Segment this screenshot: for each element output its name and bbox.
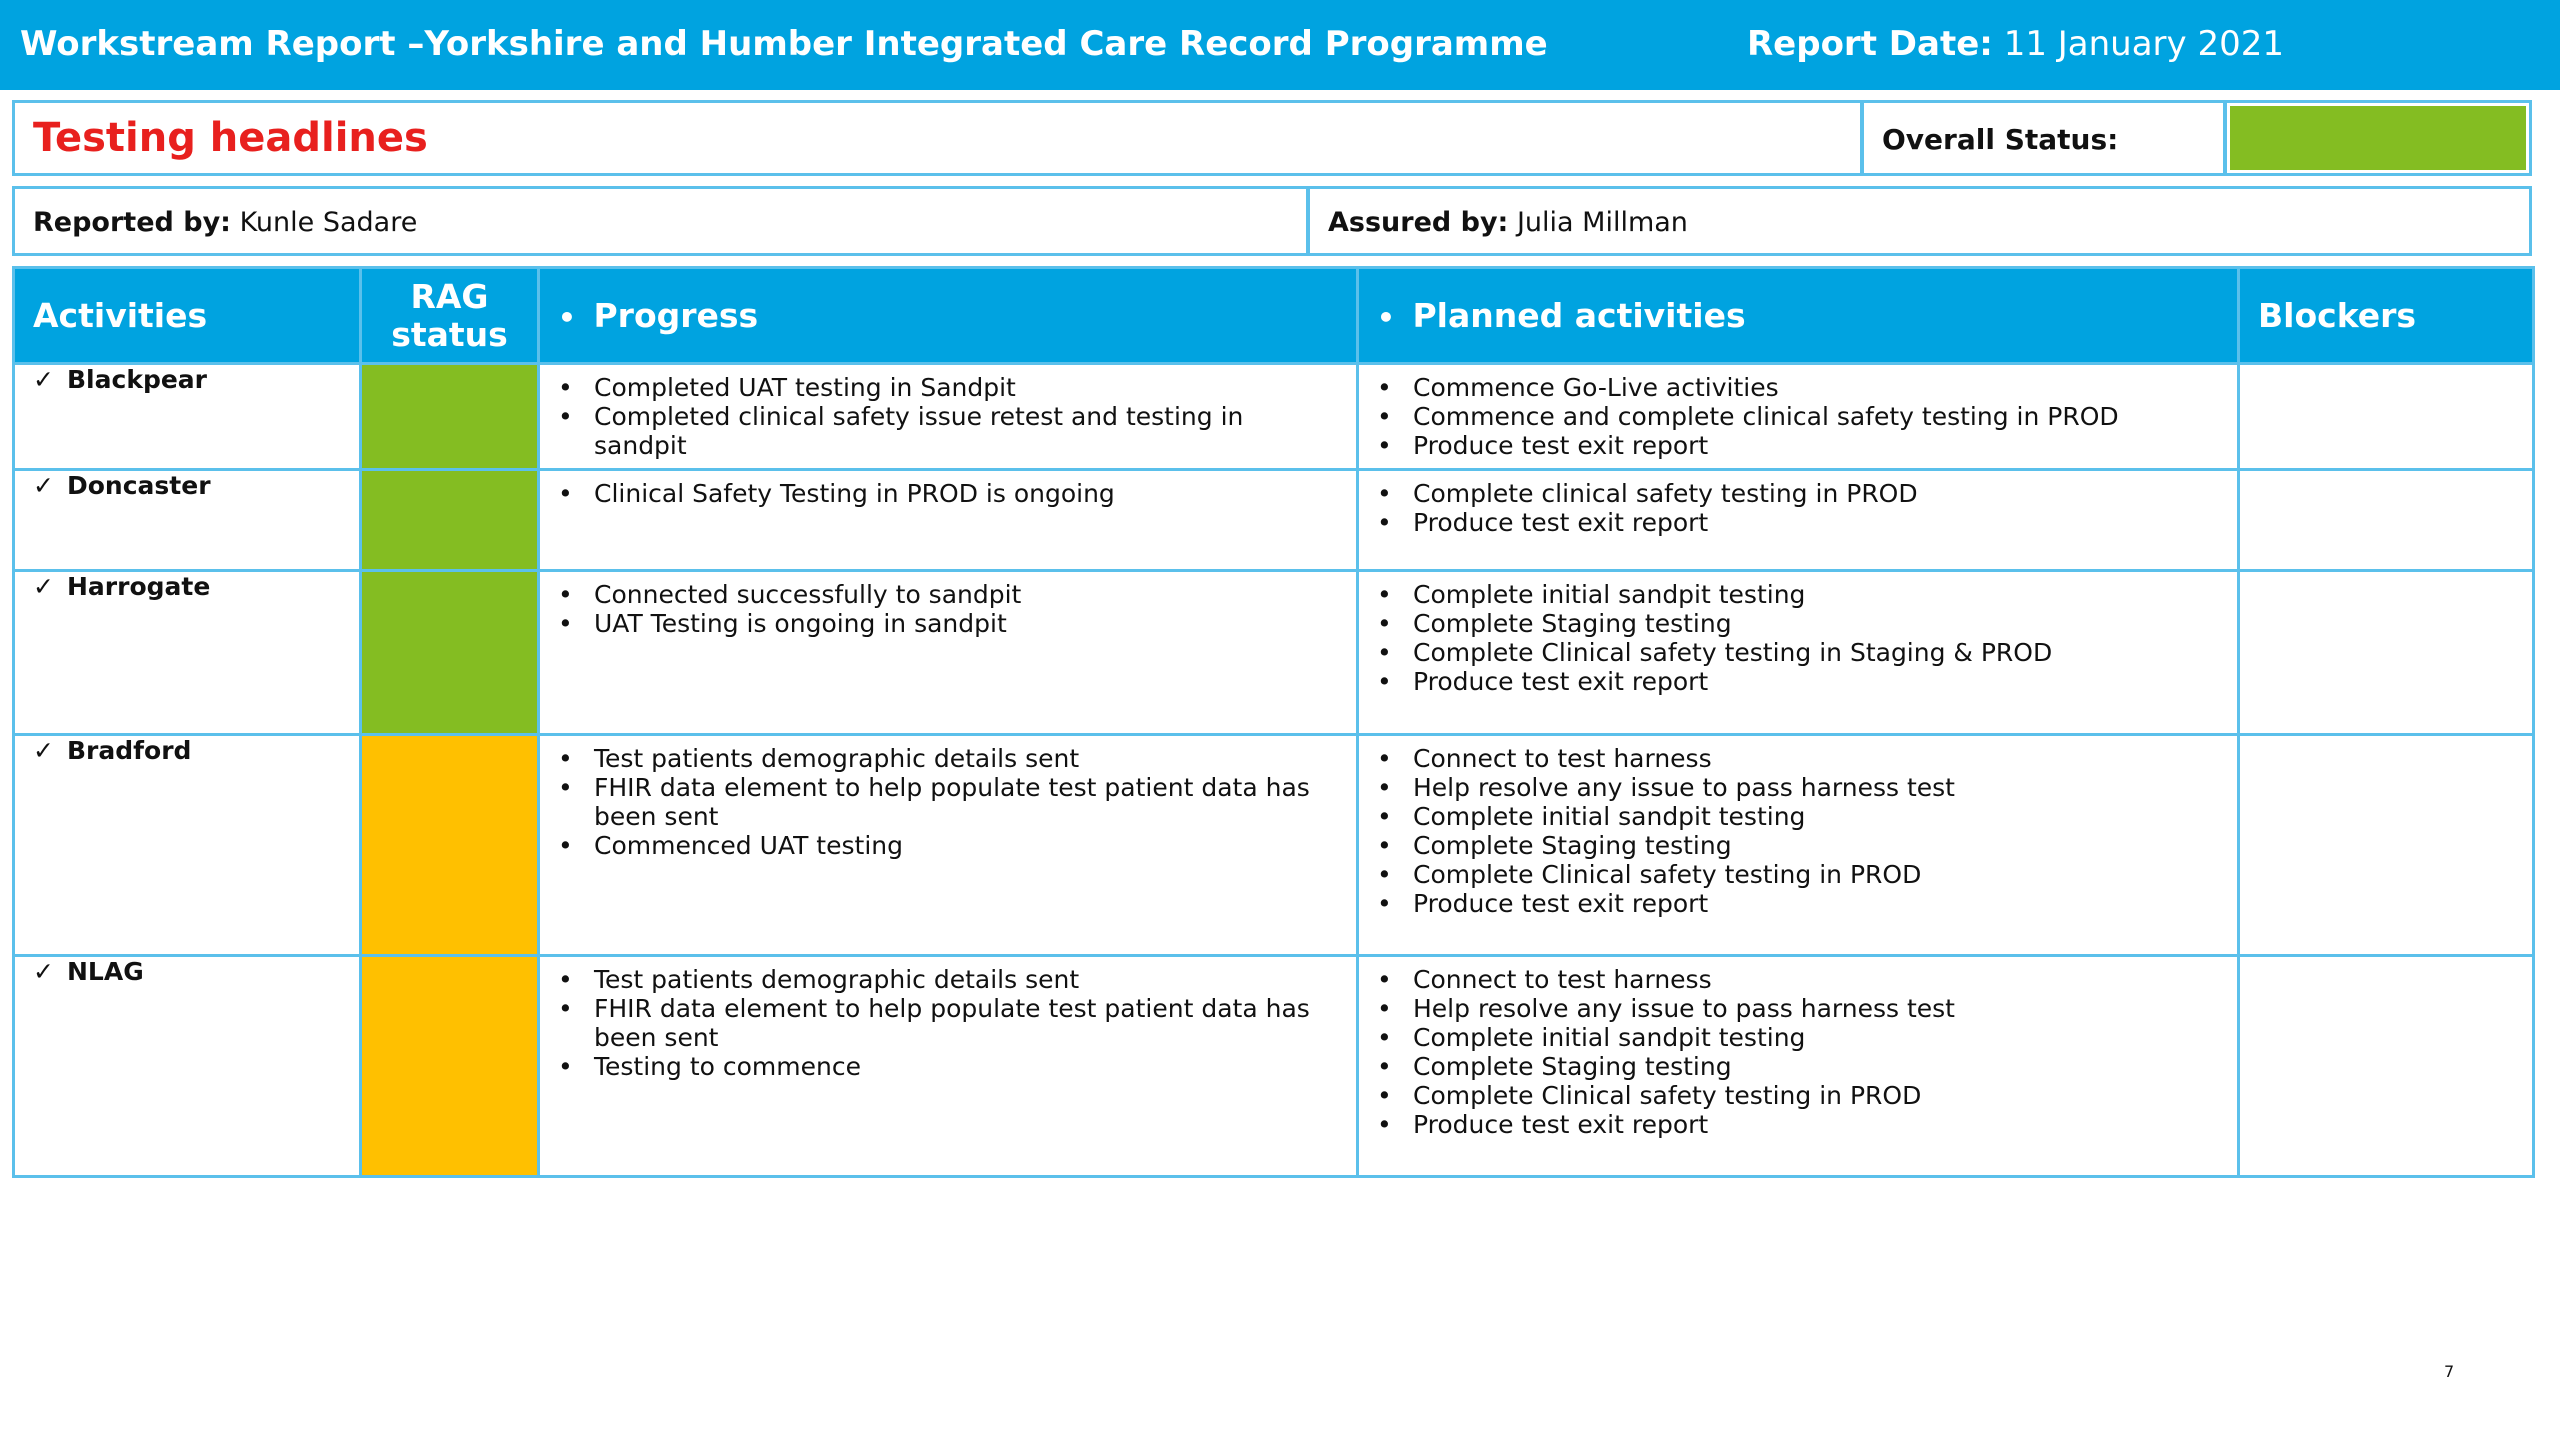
list-item: • Testing to commence bbox=[552, 1052, 1338, 1081]
blockers-cell bbox=[2239, 956, 2534, 1177]
header-blockers: Blockers bbox=[2239, 268, 2534, 364]
header-planned-label: Planned activities bbox=[1412, 296, 1746, 335]
list-item: • Produce test exit report bbox=[1371, 431, 2219, 460]
rag-status-cell bbox=[361, 364, 539, 470]
overall-status-box bbox=[2224, 100, 2532, 176]
planned-cell bbox=[1358, 571, 2239, 735]
testing-status-table bbox=[12, 266, 2535, 1178]
table-header-row bbox=[14, 268, 2534, 364]
list-item: • Produce test exit report bbox=[1371, 667, 2219, 696]
overall-status-indicator bbox=[2230, 106, 2526, 170]
list-item: • Connect to test harness bbox=[1371, 965, 2219, 994]
page-number: 7 bbox=[2444, 1362, 2455, 1381]
report-date bbox=[1747, 24, 2284, 64]
planned-cell bbox=[1358, 956, 2239, 1177]
list-item: • Produce test exit report bbox=[1371, 889, 2219, 918]
checkmark-icon: ✓ bbox=[33, 572, 54, 601]
header-rag-line2: status bbox=[391, 314, 508, 354]
list-item: • Complete clinical safety testing in PROD bbox=[1371, 479, 2219, 508]
checkmark-icon: ✓ bbox=[33, 471, 54, 500]
list-item: • Commence Go-Live activities bbox=[1371, 373, 2219, 402]
checkmark-icon: ✓ bbox=[33, 736, 54, 765]
planned-cell bbox=[1358, 470, 2239, 571]
reported-by-value: Kunle Sadare bbox=[239, 207, 418, 238]
planned-list bbox=[1371, 373, 2219, 460]
list-item: • Completed UAT testing in Sandpit bbox=[552, 373, 1338, 402]
list-item: • Complete Staging testing bbox=[1371, 1052, 2219, 1081]
progress-list bbox=[552, 373, 1338, 460]
rag-status-cell bbox=[361, 470, 539, 571]
blockers-cell bbox=[2239, 571, 2534, 735]
activity-cell bbox=[14, 956, 361, 1177]
assured-by-box bbox=[1307, 186, 2532, 256]
header-progress-label: Progress bbox=[593, 296, 759, 335]
blockers-cell bbox=[2239, 470, 2534, 571]
rag-status-cell bbox=[361, 956, 539, 1177]
reported-by-line bbox=[33, 207, 417, 238]
list-item: • Complete Clinical safety testing in PROD bbox=[1371, 860, 2219, 889]
list-item: • Test patients demographic details sent bbox=[552, 744, 1338, 773]
list-item: • Commence and complete clinical safety testing in PROD bbox=[1371, 402, 2219, 431]
list-item: • Test patients demographic details sent bbox=[552, 965, 1338, 994]
headline-title: Testing headlines bbox=[33, 115, 428, 161]
rag-status-cell bbox=[361, 571, 539, 735]
progress-list bbox=[552, 580, 1338, 638]
progress-list bbox=[552, 744, 1338, 860]
activity-name: NLAG bbox=[67, 957, 144, 986]
planned-list bbox=[1371, 479, 2219, 537]
list-item: • Produce test exit report bbox=[1371, 1110, 2219, 1139]
report-date-label: Report Date: bbox=[1747, 24, 1993, 64]
assured-by-line bbox=[1328, 207, 1688, 238]
assured-by-value: Julia Millman bbox=[1516, 207, 1688, 238]
header-planned bbox=[1358, 268, 2239, 364]
list-item: • Produce test exit report bbox=[1371, 508, 2219, 537]
table-row bbox=[14, 735, 2534, 956]
blockers-cell bbox=[2239, 735, 2534, 956]
activity-name: Bradford bbox=[67, 736, 192, 765]
list-item: • FHIR data element to help populate test patient data has been sent bbox=[552, 773, 1338, 831]
planned-cell bbox=[1358, 735, 2239, 956]
activity-cell bbox=[14, 571, 361, 735]
overall-status-label: Overall Status: bbox=[1882, 123, 2119, 156]
report-date-value: 11 January 2021 bbox=[2003, 24, 2284, 64]
list-item: • Help resolve any issue to pass harness test bbox=[1371, 994, 2219, 1023]
reported-by-box bbox=[12, 186, 1309, 256]
progress-cell bbox=[539, 735, 1358, 956]
progress-list bbox=[552, 965, 1338, 1081]
progress-cell bbox=[539, 470, 1358, 571]
list-item: • FHIR data element to help populate test patient data has been sent bbox=[552, 994, 1338, 1052]
header-activities: Activities bbox=[14, 268, 361, 364]
table-row bbox=[14, 364, 2534, 470]
list-item: • UAT Testing is ongoing in sandpit bbox=[552, 609, 1338, 638]
list-item: • Complete initial sandpit testing bbox=[1371, 802, 2219, 831]
list-item: • Complete Clinical safety testing in Staging & PROD bbox=[1371, 638, 2219, 667]
list-item: • Complete Clinical safety testing in PROD bbox=[1371, 1081, 2219, 1110]
list-item: • Connect to test harness bbox=[1371, 744, 2219, 773]
header-rag-status bbox=[361, 268, 539, 364]
list-item: • Complete Staging testing bbox=[1371, 609, 2219, 638]
list-item: • Completed clinical safety issue retest and testing in sandpit bbox=[552, 402, 1338, 460]
header-rag-line1: RAG bbox=[410, 276, 489, 316]
progress-cell bbox=[539, 956, 1358, 1177]
headline-box bbox=[12, 100, 1863, 176]
progress-cell bbox=[539, 571, 1358, 735]
list-item: • Clinical Safety Testing in PROD is ongoing bbox=[552, 479, 1338, 508]
planned-list bbox=[1371, 965, 2219, 1139]
list-item: • Complete Staging testing bbox=[1371, 831, 2219, 860]
progress-cell bbox=[539, 364, 1358, 470]
planned-list bbox=[1371, 580, 2219, 696]
activity-name: Harrogate bbox=[67, 572, 211, 601]
header-planned-bullet: • bbox=[1377, 301, 1395, 334]
progress-list bbox=[552, 479, 1338, 508]
planned-list bbox=[1371, 744, 2219, 918]
table-row bbox=[14, 956, 2534, 1177]
checkmark-icon: ✓ bbox=[33, 365, 54, 394]
list-item: • Complete initial sandpit testing bbox=[1371, 1023, 2219, 1052]
table-row bbox=[14, 571, 2534, 735]
list-item: • Help resolve any issue to pass harness test bbox=[1371, 773, 2219, 802]
reported-by-label: Reported by: bbox=[33, 207, 231, 238]
header-progress bbox=[539, 268, 1358, 364]
rag-status-cell bbox=[361, 735, 539, 956]
checkmark-icon: ✓ bbox=[33, 957, 54, 986]
report-title: Workstream Report –Yorkshire and Humber Integrated Care Record Programme bbox=[20, 24, 1548, 64]
header-bar bbox=[0, 0, 2560, 90]
activity-name: Doncaster bbox=[67, 471, 211, 500]
list-item: • Complete initial sandpit testing bbox=[1371, 580, 2219, 609]
list-item: • Commenced UAT testing bbox=[552, 831, 1338, 860]
assured-by-label: Assured by: bbox=[1328, 207, 1509, 238]
activity-cell bbox=[14, 470, 361, 571]
blockers-cell bbox=[2239, 364, 2534, 470]
table-row bbox=[14, 470, 2534, 571]
overall-status-label-box bbox=[1861, 100, 2226, 176]
activity-cell bbox=[14, 735, 361, 956]
activity-cell bbox=[14, 364, 361, 470]
activity-name: Blackpear bbox=[67, 365, 207, 394]
header-progress-bullet: • bbox=[558, 301, 576, 334]
list-item: • Connected successfully to sandpit bbox=[552, 580, 1338, 609]
planned-cell bbox=[1358, 364, 2239, 470]
